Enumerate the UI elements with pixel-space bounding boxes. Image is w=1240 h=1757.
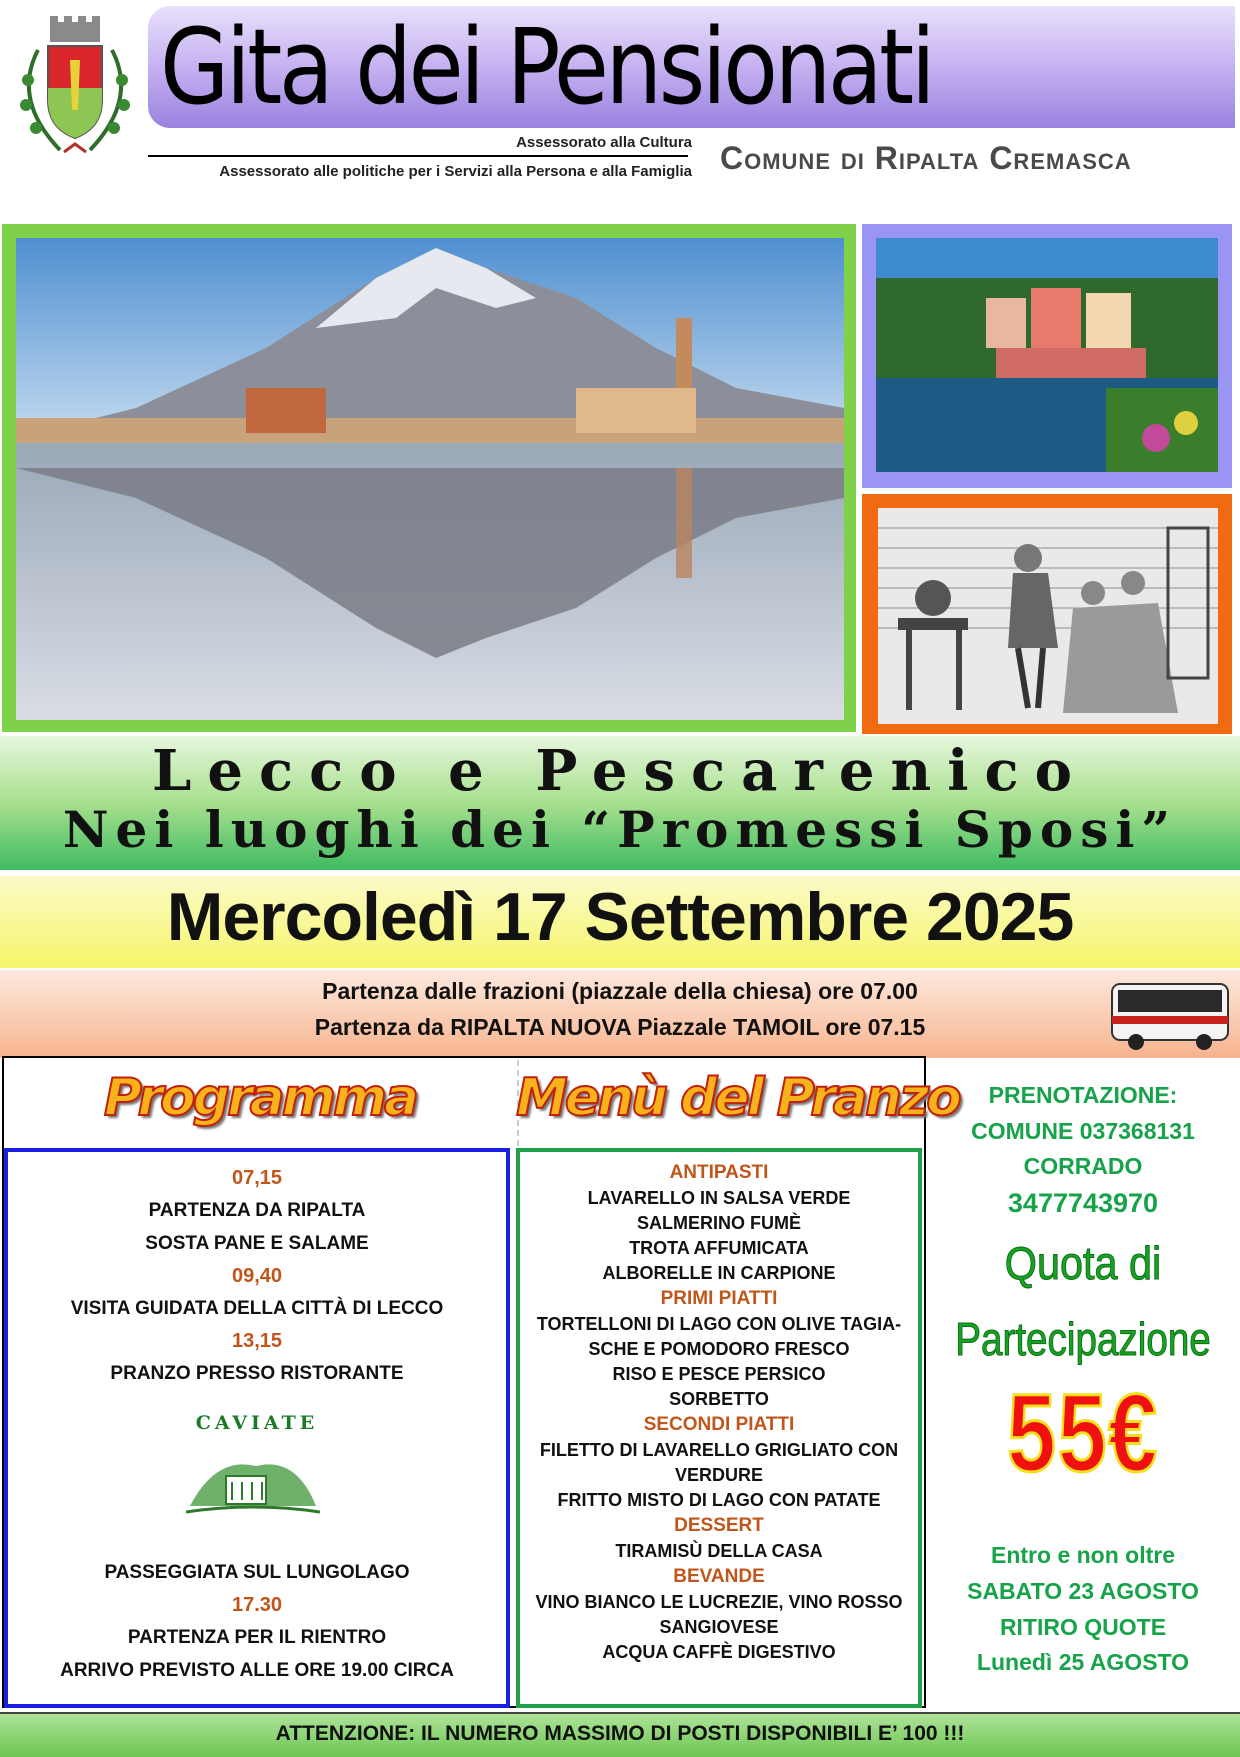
menu-item: FILETTO DI LAVARELLO GRIGLIATO CON <box>539 1440 899 1460</box>
departure-frazioni: Partenza dalle frazioni (piazzale della chiesa) ore 07.00 <box>322 978 918 1004</box>
menu-section-title: BEVANDE <box>673 1566 765 1587</box>
quota-label: Quota di <box>1004 1237 1162 1289</box>
destination-title: Lecco e Pescarenico <box>152 738 1088 804</box>
header-divider <box>148 155 688 157</box>
schedule-item: VISITA GUIDATA DELLA CITTÀ DI LECCO <box>70 1298 444 1319</box>
deadline-label: Entro e non oltre <box>991 1542 1175 1568</box>
schedule-item: PASSEGGIATA SUL LUNGOLAGO <box>104 1562 410 1583</box>
municipal-crest-icon <box>8 10 143 170</box>
assessorato-servizi: Assessorato alle politiche per i Servizi alla Persona e alla Famiglia <box>219 163 692 180</box>
partecipazione-label: Partecipazione <box>955 1313 1211 1365</box>
price: 55€ <box>1007 1372 1159 1495</box>
schedule-time: 07,15 <box>231 1167 283 1189</box>
lecco-lake-photo <box>16 238 844 720</box>
departure-ripalta-nuova: Partenza da RIPALTA NUOVA Piazzale TAMOIL ore 07.15 <box>314 1014 926 1040</box>
menu-section-title: DESSERT <box>674 1515 764 1536</box>
menu-item: TORTELLONI DI LAGO CON OLIVE TAGIA- <box>536 1314 902 1334</box>
menu-section-title: PRIMI PIATTI <box>660 1288 778 1309</box>
programma-list <box>8 1162 506 1390</box>
restaurant-name: CAVIATE <box>195 1412 319 1434</box>
menu-item: SALMERINO FUMÈ <box>637 1213 801 1233</box>
schedule-item: PRANZO PRESSO RISTORANTE <box>110 1363 404 1384</box>
menu-list <box>520 1160 918 1665</box>
schedule-item: ARRIVO PREVISTO ALLE ORE 19.00 CIRCA <box>60 1660 454 1681</box>
menu-item: VERDURE <box>674 1465 763 1485</box>
menu-section-title: SECONDI PIATTI <box>643 1414 795 1435</box>
programma-list-afternoon <box>8 1556 506 1687</box>
prenotazione-label: PRENOTAZIONE: <box>988 1082 1178 1108</box>
page-title: Gita dei Pensionati <box>160 6 933 128</box>
schedule-item: PARTENZA PER IL RIENTRO <box>127 1627 387 1648</box>
attention-notice: ATTENZIONE: IL NUMERO MASSIMO DI POSTI DISPONIBILI E’ 100 !!! <box>275 1722 965 1745</box>
menu-section-title: ANTIPASTI <box>669 1162 769 1183</box>
contact-phone: 3477743970 <box>1007 1188 1159 1218</box>
ritiro-date: Lunedì 25 AGOSTO <box>976 1649 1190 1675</box>
menu-item: VINO BIANCO LE LUCREZIE, VINO ROSSO <box>535 1592 903 1612</box>
schedule-time: 13,15 <box>231 1330 283 1352</box>
assessorato-cultura: Assessorato alla Cultura <box>516 134 692 151</box>
programma-heading: Programma <box>103 1068 417 1128</box>
menu-item: ACQUA CAFFÈ DIGESTIVO <box>602 1642 836 1662</box>
schedule-time: 17.30 <box>231 1594 283 1616</box>
menu-heading: Menù del Pranzo <box>516 1068 959 1128</box>
menu-item: RISO E PESCE PERSICO <box>612 1364 826 1384</box>
menu-item: TROTA AFFUMICATA <box>629 1238 809 1258</box>
comune-name: Comune di Ripalta Cremasca <box>720 140 1132 176</box>
restaurant-logo-icon <box>186 1446 320 1528</box>
menu-item: SANGIOVESE <box>659 1617 779 1637</box>
lake-village-photo <box>876 238 1218 472</box>
menu-item: ALBORELLE IN CARPIONE <box>602 1263 836 1283</box>
deadline-date: SABATO 23 AGOSTO <box>967 1578 1199 1604</box>
menu-item: SCHE E POMODORO FRESCO <box>588 1339 850 1359</box>
schedule-time: 09,40 <box>231 1265 283 1287</box>
schedule-item: SOSTA PANE E SALAME <box>145 1233 369 1254</box>
destination-subtitle: Nei luoghi dei “Promessi Sposi” <box>62 800 1178 859</box>
schedule-item: PARTENZA DA RIPALTA <box>148 1200 366 1221</box>
menu-item: SORBETTO <box>669 1389 769 1409</box>
comune-phone: COMUNE 037368131 <box>971 1118 1195 1144</box>
contact-name: CORRADO <box>1023 1153 1143 1179</box>
promessi-sposi-engraving <box>878 508 1218 724</box>
menu-item: LAVARELLO IN SALSA VERDE <box>587 1188 851 1208</box>
bus-icon <box>1108 976 1234 1052</box>
ritiro-label: RITIRO QUOTE <box>999 1614 1167 1640</box>
menu-item: FRITTO MISTO DI LAGO CON PATATE <box>557 1490 881 1510</box>
menu-item: TIRAMISÙ DELLA CASA <box>615 1541 823 1561</box>
trip-date: Mercoledì 17 Settembre 2025 <box>166 879 1074 955</box>
